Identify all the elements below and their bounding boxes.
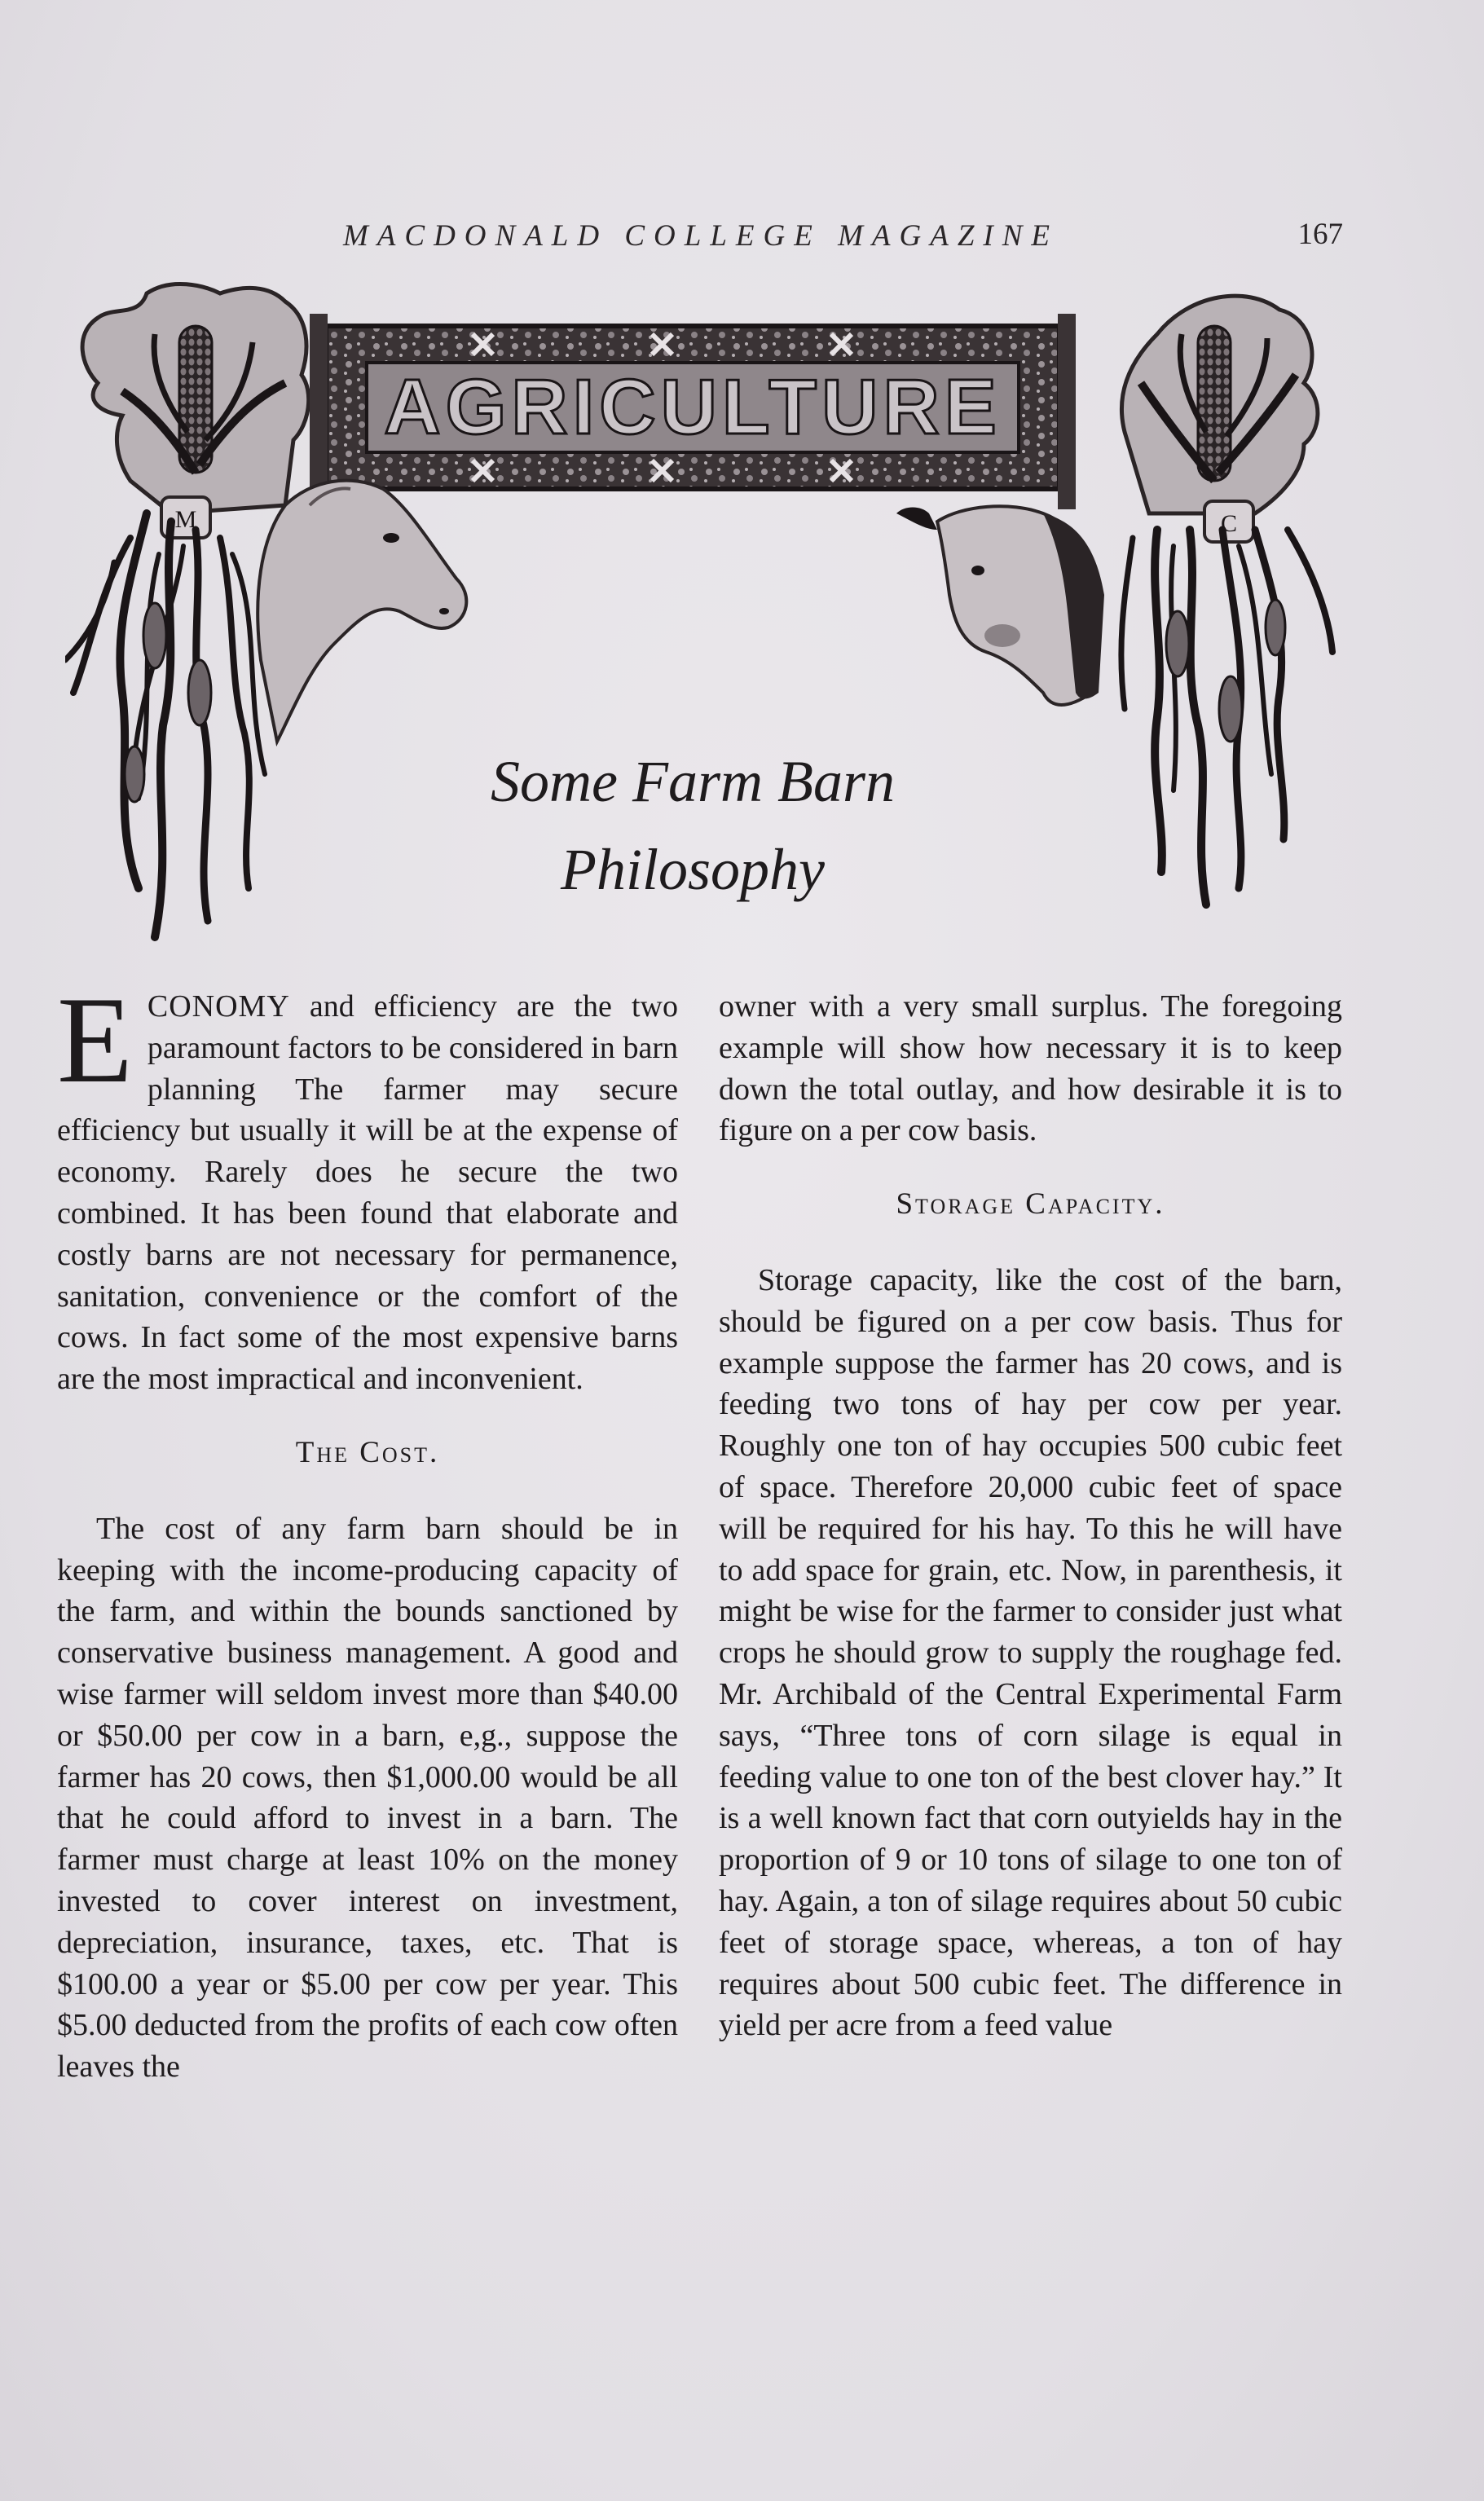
- drop-cap: E: [57, 971, 133, 1108]
- bull-head: [896, 506, 1104, 705]
- horse-head: [258, 481, 466, 742]
- left-corn-shield: [82, 284, 309, 538]
- intro-paragraph-text: and efficiency are the two paramount factors to be considered in barn planning The farmer may secure efficiency but usually it will be at the expense of economy. Rarely does he secure the two combined. It has been found that elaborate and costly barns are not necessary for permanence, sanitation, convenience or the comfort of the cows. In fact some of the most expensive barns are the most impractical and inconvenient.: [57, 989, 678, 1397]
- svg-text:C: C: [1220, 510, 1238, 537]
- left-column: [57, 971, 678, 2088]
- first-word: CONOMY: [147, 989, 290, 1024]
- running-head: MACDONALD COLLEGE MAGAZINE: [342, 219, 1059, 253]
- storage-paragraph: Storage capacity, like the cost of the barn, should be figured on a per cow basis. Thus for example suppose the farmer has 20 cows, and is feeding two tons of hay per cow per year. Roughly one ton of hay occupies 500 cubic feet of space. Therefore 20,000 cubic feet of space will be required for his hay. To this he will have to add space for grain, etc. Now, in parenthesis, it might be wise for the farmer to consider just what crops he should grow to supply the roughage fed. Mr. Archibald of the Central Experimental Farm says, “Three tons of corn silage is equal in feeding value to one ton of the best clover hay.” It is a well known fact that corn outyields hay in the proportion of 9 or 10 tons of silage to one ton of hay. Again, a ton of silage requires about 50 cubic feet of storage space, whereas, a ton of hay requires about 500 cubic feet. The difference in yield per acre from a feed value: [719, 1262, 1342, 2043]
- svg-text:AGRICULTURE: AGRICULTURE: [384, 363, 1002, 451]
- agriculture-banner: [310, 314, 1076, 509]
- right-corn-shield: [1121, 296, 1318, 542]
- article-title: [326, 738, 1059, 914]
- page-number: 167: [1297, 218, 1343, 251]
- intro-paragraph: [57, 971, 678, 1400]
- cost-paragraph-continued: owner with a very small surplus. The foregoing example will show how necessary it is to keep down the total outlay, and how desirable it is to figure on a per cow basis.: [719, 989, 1342, 1148]
- svg-text:M: M: [174, 506, 197, 533]
- section-heading-storage: Storage Capacity.: [896, 1187, 1165, 1222]
- right-column: [719, 986, 1342, 2046]
- section-heading-cost: The Cost.: [295, 1435, 440, 1469]
- title-line-1: Some Farm Barn: [491, 749, 895, 814]
- left-hanging-roots: [65, 513, 265, 937]
- right-hanging-roots: [1121, 530, 1332, 905]
- title-line-2: Philosophy: [561, 837, 825, 902]
- cost-paragraph: The cost of any farm barn should be in keeping with the income-producing capacity of the farm, and within the bounds sanctioned by conservative business management. A good and wise farmer will seldom invest more than $40.00 or $50.00 per cow in a barn, e,g., suppose the farmer has 20 cows, then $1,000.00 would be all that he could afford to invest in a barn. The farmer must charge at least 10% on the money invested to cover interest on investment, depreciation, insurance, taxes, etc. That is $100.00 a year or $5.00 per cow per year. This $5.00 deducted from the profits of each cow often leaves the: [57, 1511, 678, 2085]
